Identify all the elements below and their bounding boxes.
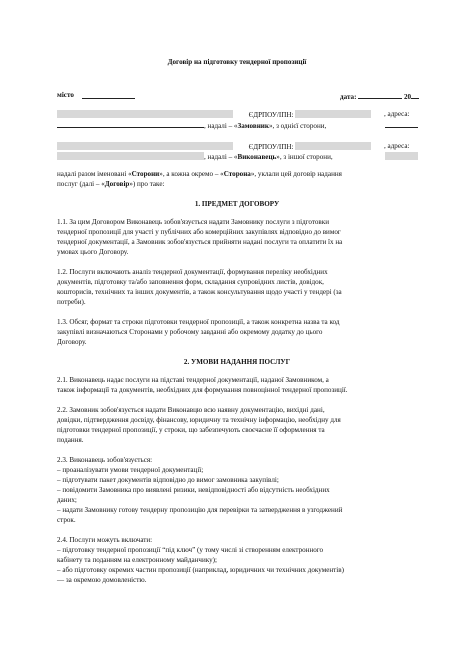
party2-role-prefix: , надалі – « bbox=[204, 153, 238, 161]
clause-1-1-line: тендерної документації, а Замовник зобов'язується прийняти надані послуги та оплатити їх на bbox=[57, 238, 343, 246]
party1-line1 bbox=[57, 110, 371, 120]
clause-1-3-line: Договору. bbox=[57, 338, 87, 346]
clause-2-2-line: довідки, підтвердження досвіду, фінансову, юридичну та технічну інформацію, необхідну для bbox=[57, 416, 341, 424]
clause-1-1-line: умовах цього Договору. bbox=[57, 248, 129, 256]
clause-2-3-item: – підготувати пакет документів відповідно до вимог замовника закупівлі; bbox=[57, 476, 279, 484]
party1-name-field bbox=[57, 110, 233, 118]
section-2-heading: 2. УМОВИ НАДАННЯ ПОСЛУГ bbox=[183, 358, 291, 366]
party1-edrpou-label: ЄДРПОУ/ІПН: bbox=[248, 111, 294, 119]
city-label: місто bbox=[57, 91, 74, 99]
clause-2-2-line: 2.2. Замовник зобов'язується надати Виконавцю всю наявну документацію, вихідні дані, bbox=[57, 406, 325, 414]
party1-address-blank bbox=[57, 120, 204, 128]
party1-address-label: , адреса: bbox=[384, 110, 410, 118]
party1-address-blank2 bbox=[385, 120, 418, 128]
party1-line2 bbox=[57, 120, 326, 131]
clause-1-2-line: 1.2. Послуги включають аналіз тендерної документації, формування переліку необхідних bbox=[57, 268, 328, 276]
clause-2-4-item: кабінету та поданням на електронному майданчику); bbox=[57, 556, 217, 564]
clause-2-4-item: – або підготовку окремих частин пропозиції (наприклад, юридичних чи технічних документів) bbox=[57, 566, 344, 574]
clause-2-1-line: 2.1. Виконавець надає послуги на підставі тендерної документації, наданої Замовником, а bbox=[57, 376, 329, 384]
clause-1-2-line: кошторисів, технічних та інших документів, а також консультування щодо участі у тендері (за bbox=[57, 288, 342, 296]
clause-1-2-line: потреби). bbox=[57, 298, 86, 306]
date-blank bbox=[358, 91, 402, 99]
intro-line-2: послуг (далі – «Договір») про таке: bbox=[57, 180, 165, 188]
year-prefix: 20 bbox=[404, 93, 412, 101]
party2-line2 bbox=[57, 152, 333, 162]
party2-name-field bbox=[57, 142, 233, 150]
party2-edrpou-field bbox=[295, 142, 371, 150]
date-line bbox=[340, 91, 419, 102]
party2-address-field2 bbox=[385, 152, 418, 160]
party2-role-suffix: », з іншої сторони, bbox=[276, 153, 333, 161]
clause-2-3-item: – проаналізувати умови тендерної документації; bbox=[57, 466, 204, 474]
clause-2-4-item: — за окремою домовленістю. bbox=[57, 576, 147, 584]
section-1-heading: 1. ПРЕДМЕТ ДОГОВОРУ bbox=[194, 200, 280, 208]
clause-1-2-line: документів, підготовку та/або заповнення форм, складання супровідних листів, довідок, bbox=[57, 278, 324, 286]
clause-2-3-item: – повідомити Замовника про виявлені ризики, невідповідності або відсутність необхідних bbox=[57, 486, 330, 494]
party2-address-field-right bbox=[385, 152, 418, 162]
clause-2-3-item: даних; bbox=[57, 496, 77, 504]
party1-address-blank-right bbox=[385, 120, 418, 131]
clause-1-1-line: тендерної пропозиції для участі у публічних або комерційних закупівлях відповідно до вимог bbox=[57, 228, 341, 236]
party2-address-label: , адреса: bbox=[384, 142, 410, 150]
clause-2-4-item: – підготовку тендерної пропозиції “під ключ” (у тому числі зі створенням електронного bbox=[57, 546, 324, 554]
clause-2-4-heading: 2.4. Послуги можуть включати: bbox=[57, 536, 153, 544]
city-blank bbox=[82, 91, 135, 99]
clause-2-3-item: – надати Замовнику готову тендерну пропозицію для перевірки та затвердження в узгоджений bbox=[57, 506, 343, 514]
clause-2-1-line: також інформації та документів, необхідних для формування повноцінної тендерної пропозиції. bbox=[57, 386, 348, 394]
intro-line-1: надалі разом іменовані «Сторони», а кожна окремо – «Сторона», уклали цей договір надання bbox=[57, 170, 342, 178]
clause-2-3-item: строк. bbox=[57, 516, 76, 524]
party2-edrpou-label: ЄДРПОУ/ІПН: bbox=[248, 143, 294, 151]
party1-role: Замовник bbox=[237, 122, 269, 130]
date-label: дата: bbox=[340, 93, 357, 101]
document-title: Договір на підготовку тендерної пропозиції bbox=[167, 58, 307, 66]
party2-line1 bbox=[57, 142, 371, 152]
clause-1-1-line: 1.1. За цим Договором Виконавець зобов'язується надати Замовнику послуги з підготовки bbox=[57, 218, 330, 226]
clause-1-3-line: 1.3. Обсяг, формат та строки підготовки тендерної пропозиції, а також конкретна назва та код bbox=[57, 318, 340, 326]
clause-1-3-line: закупівлі визначаються Сторонами у робочому завданні або окремому додатку до цього bbox=[57, 328, 323, 336]
party2-role: Виконавець bbox=[237, 153, 277, 161]
clause-2-3-heading: 2.3. Виконавець зобов'язується: bbox=[57, 456, 153, 464]
clause-2-2-line: подання. bbox=[57, 436, 84, 444]
party2-address-field bbox=[57, 152, 204, 160]
party1-edrpou-field bbox=[295, 110, 371, 118]
party1-role-suffix: », з однієї сторони, bbox=[268, 122, 327, 130]
year-blank bbox=[411, 91, 419, 99]
clause-2-2-line: підготовки тендерної пропозиції, у строки, що забезпечують своєчасне її оформлення та bbox=[57, 426, 325, 434]
party1-role-prefix: , надалі – « bbox=[204, 122, 238, 130]
